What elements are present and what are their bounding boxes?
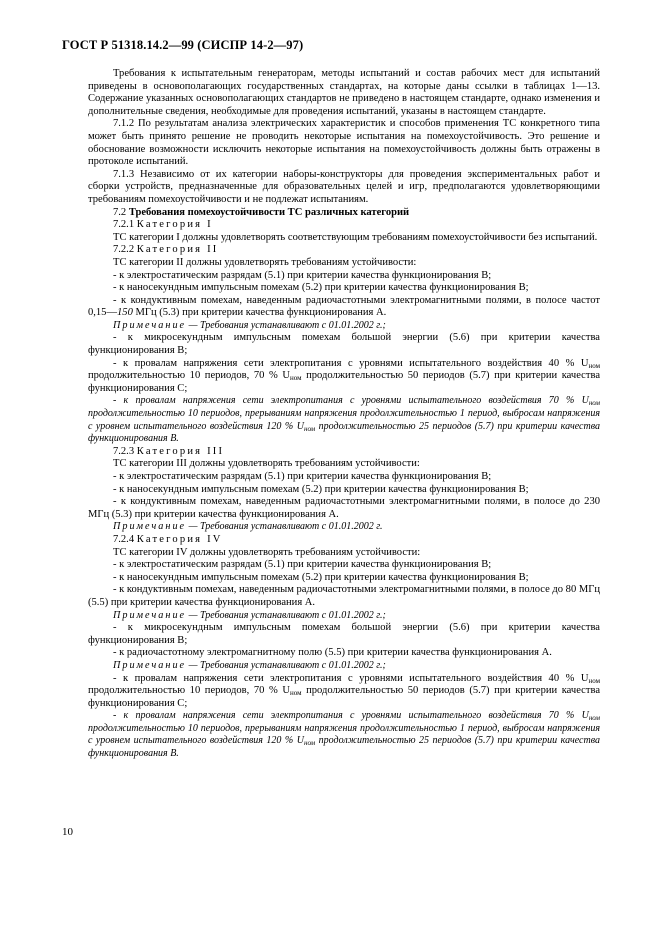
list-item-text: - к провалам напряжения сети электропитания с уровнями испытательного воздействия 70 % U [113,395,589,407]
list-item [88,295,600,320]
category-3-intro: ТС категории III должны удовлетворять требованиям устойчивости: [113,458,420,470]
category-title: Категория IV [136,533,223,545]
note [88,320,600,333]
category-title: Категория III [136,445,225,457]
list-item-text: МГц (5.3) при критерии качества функционирования А. [132,307,387,319]
category-4-intro: ТС категории IV должны удовлетворять требованиям устойчивости: [113,546,421,558]
section-title: Требования помехоустойчивости ТС различных категорий [128,206,410,218]
category-heading-4 [88,534,600,547]
note [88,660,600,673]
category-number: 7.2.4 [113,533,135,545]
note-label: Примечание [113,609,187,621]
list-item [88,673,600,711]
category-heading-3 [88,446,600,459]
list-item-text: - к кондуктивным помехам, наведенным радиочастотными электромагнитными полями, в полосе частот 0,15— [88,294,600,319]
note-text: — Требования устанавливают с 01.01.2002 г.; [186,659,386,671]
note-text: — Требования устанавливают с 01.01.2002 г. [186,521,383,533]
category-number: 7.2.3 [113,445,135,457]
subscript: ном [303,424,316,433]
category-1-text: ТС категории I должны удовлетворять соответствующим требованиям помехоустойчивости без испытаний. [113,231,598,243]
list-item: - к электростатическим разрядам (5.1) при критерии качества функционирования В; [113,269,492,281]
list-item-text: продолжительностью 10 периодов, 70 % U [88,685,290,697]
list-item: - к кондуктивным помехам, наведенным радиочастотными электромагнитными полями, в полосе до 80 МГц (5.5) при критерии качества функционирования А. [88,584,600,608]
note-label: Примечание [113,659,187,671]
category-number: 7.2.2 [113,244,135,256]
list-item-text: продолжительностью 10 периодов, прерываниям напряжения продолжительностью 1 период, выбросам напряжения с уровнем испытательного воздействия 120 % U [88,408,600,432]
note [88,610,600,623]
page-header: ГОСТ Р 51318.14.2—99 (СИСПР 14-2—97) [62,38,304,52]
subscript: ном [303,739,316,748]
paragraph-7-1-3: 7.1.3 Независимо от их категории наборы-конструкторы для проведения экспериментальных работ и сборки устройств, предназначенные для образовательных целей и игр, предполагаются удовлетворяющими требованиям помехоустойчивости и не подлежат испытаниям. [88,168,600,205]
list-item: - к электростатическим разрядам (5.1) при критерии качества функционирования В; [113,471,492,482]
list-item [88,710,600,760]
page-number: 10 [62,826,73,838]
category-2-intro: ТС категории II должны удовлетворять требованиям устойчивости: [113,256,417,268]
list-item-text: - к провалам напряжения сети электропитания с уровнями испытательного воздействия 40 % U [113,672,589,684]
note-text: — Требования устанавливают с 01.01.2002 г.; [186,319,386,331]
list-item: - к наносекундным импульсным помехам (5.2) при критерии качества функционирования В; [113,282,529,294]
subscript: ном [588,714,600,723]
category-title: Категория II [136,244,219,256]
list-item: - к наносекундным импульсным помехам (5.2) при критерии качества функционирования В; [113,483,529,495]
category-heading-2 [88,244,600,257]
list-item-text: - к провалам напряжения сети электропитания с уровнями испытательного воздействия 40 % U [113,357,589,369]
frequency-value: 150 [117,307,133,319]
list-item: - к наносекундным импульсным помехам (5.2) при критерии качества функционирования В; [113,571,529,583]
subscript: ном [588,676,600,685]
list-item-text: продолжительностью 50 периодов (5.7) при критерии качества функционирования С; [88,685,600,709]
document-body [88,68,600,761]
category-heading-1 [88,219,600,232]
list-item [88,358,600,396]
list-item [88,395,600,445]
list-item-text: - к провалам напряжения сети электропитания с уровнями испытательного воздействия 70 % U [113,710,589,722]
list-item-text: продолжительностью 25 периодов (5.7) при критерии качества функционирования В. [88,420,600,445]
category-title: Категория I [136,219,213,231]
section-number: 7.2 [113,206,127,218]
list-item: - к радиочастотному электромагнитному полю (5.5) при критерии качества функционирования А. [113,647,552,659]
list-item: - к электростатическим разрядам (5.1) при критерии качества функционирования В; [113,559,492,571]
category-number: 7.2.1 [113,219,135,231]
subscript: ном [588,361,600,370]
note-label: Примечание [113,521,187,533]
list-item-text: продолжительностью 10 периодов, 70 % U [88,370,290,382]
section-heading-7-2 [88,207,600,220]
note-text: — Требования устанавливают с 01.01.2002 г.; [186,609,386,621]
list-item: - к микросекундным импульсным помехам большой энергии (5.6) при критерии качества функционирования В; [88,622,600,646]
subscript: ном [289,374,302,383]
list-item: - к кондуктивным помехам, наведенным радиочастотными электромагнитными полями, в полосе до 230 МГц (5.3) при критерии качества функционирования А. [88,496,600,520]
list-item-text: продолжительностью 10 периодов, прерываниям напряжения продолжительностью 1 период, выбросам напряжения с уровнем испытательного воздействия 120 % U [88,722,600,747]
note-label: Примечание [113,319,187,331]
paragraph-7-1-2: 7.1.2 По результатам анализа электрических характеристик и способов применения ТС конкретного типа может быть принято решение не проводить некоторые испытания на помехоустойчивость. Это решение и обоснование возможности исключить некоторые испытания на помехоустойчивость должны быть отражены в протоколе испытаний. [88,118,600,168]
subscript: ном [588,399,600,408]
list-item: - к микросекундным импульсным помехам большой энергии (5.6) при критерии качества функционирования В; [88,332,600,357]
subscript: ном [289,689,302,698]
list-item-text: продолжительностью 25 периодов (5.7) при критерии качества функционирования В. [88,735,600,760]
note [88,521,600,534]
list-item-text: продолжительностью 50 периодов (5.7) при критерии качества функционирования С; [88,370,600,394]
paragraph-intro: Требования к испытательным генераторам, методы испытаний и состав рабочих мест для испытаний приведены в основополагающих государственных стандартах, на которые даны ссылки в таблицах 1—13. Содержание указанных основополагающих стандартов не приведено в настоящем стандарте, однако изменения и дополнительные сведения, необходимые для проведения испытаний, указаны в настоящем стандарте. [88,68,600,117]
